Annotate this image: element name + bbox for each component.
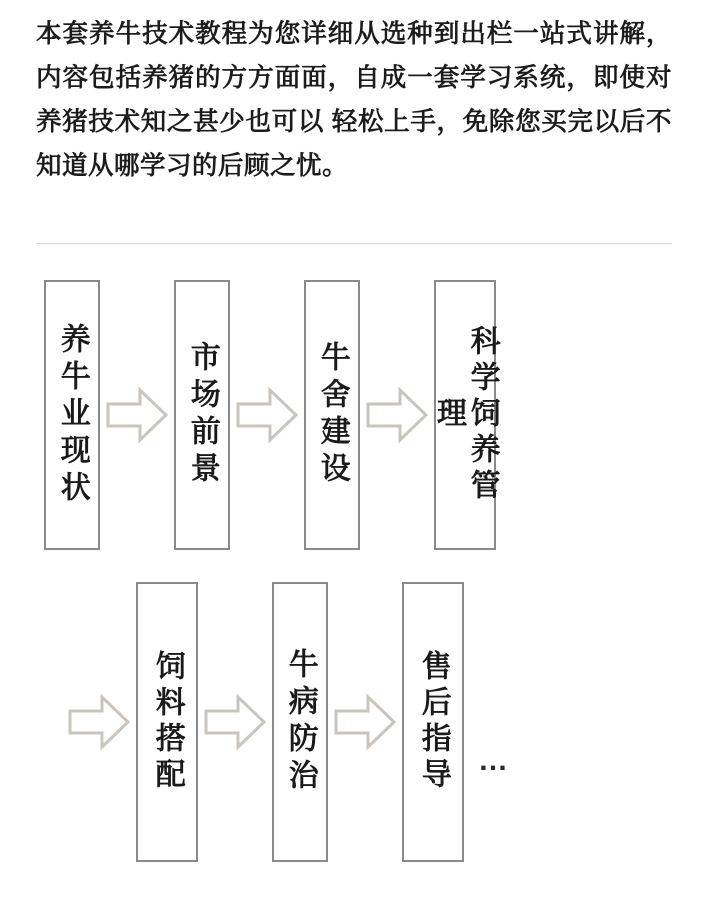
flow-node-5-label: 饲料搭配	[150, 650, 184, 794]
flow-node-5	[136, 582, 198, 862]
flow-node-3-label: 牛舍建设	[315, 341, 349, 489]
flow-node-1-label: 养牛业现状	[55, 322, 89, 508]
arrow-right-icon	[328, 685, 402, 759]
flow-node-6-label: 牛病防治	[283, 648, 317, 796]
arrow-right-icon	[360, 378, 434, 452]
flow-node-2	[174, 280, 230, 550]
intro-paragraph: 本套养牛技术教程为您详细从选种到出栏一站式讲解，内容包括养猪的方方面面，自成一套学习系统，即使对养猪技术知之甚少也可以 轻松上手，免除您买完以后不知道从哪学习的后顾之忧。	[36, 20, 672, 180]
flow-node-1	[44, 280, 100, 550]
flow-node-3	[304, 280, 360, 550]
arrow-right-icon	[198, 685, 272, 759]
arrow-right-icon	[230, 378, 304, 452]
flow-node-7	[402, 582, 464, 862]
flow-node-7-label: 售后指导	[416, 650, 450, 794]
process-flow-diagram	[0, 262, 705, 902]
flow-node-6	[272, 582, 328, 862]
flow-continuation-ellipsis: …	[478, 744, 510, 777]
flow-row-1	[44, 280, 499, 550]
flow-node-4	[432, 280, 499, 550]
flow-node-4-label: 科学饲养管理	[432, 325, 499, 505]
arrow-right-icon	[62, 685, 136, 759]
flow-row-2	[62, 582, 510, 862]
section-divider	[36, 243, 672, 244]
arrow-right-icon	[100, 378, 174, 452]
flow-node-2-label: 市场前景	[185, 341, 219, 489]
